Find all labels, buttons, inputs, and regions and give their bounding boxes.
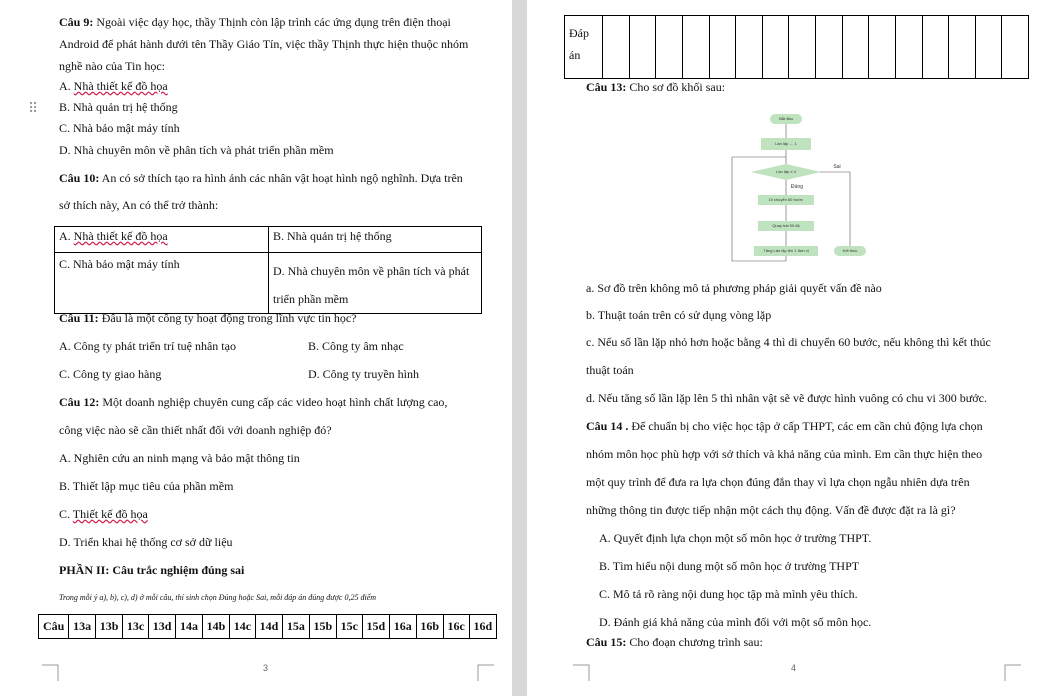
q13-option-d: d. Nếu tăng số lần lặp lên 5 thì nhân vật sẽ vẽ được hình vuông có chu vi 300 bước. — [586, 391, 987, 405]
q14-line4: những thông tin được tiếp nhận một cách thụ động. Vấn đề được đặt ra là gì? — [586, 503, 956, 517]
answer-header-cell: 14b — [202, 615, 229, 639]
answer-header-label: Câu — [39, 615, 69, 639]
answer-header-cell: 16a — [390, 615, 417, 639]
q10-line2: sở thích này, An có thể trở thành: — [59, 198, 219, 212]
q14-line1: Câu 14 . Để chuẩn bị cho việc học tập ở cấp THPT, các em cần chủ động lựa chọn — [586, 419, 983, 433]
document-page-3 — [0, 0, 512, 696]
q14-option-a: A. Quyết định lựa chọn một số môn học ở trường THPT. — [599, 531, 872, 545]
q15-question: Câu 15: Cho đoạn chương trình sau: — [586, 635, 763, 649]
flow-init: Lần lặp ← 1 — [761, 138, 811, 150]
q12-line2: công việc nào sẽ cần thiết nhất đối với doanh nghiệp đó? — [59, 423, 332, 437]
q10-option-d: D. Nhà chuyên môn về phân tích và phát triển phần mềm — [269, 253, 482, 314]
answer-grid-cell[interactable] — [869, 16, 896, 79]
answer-grid-cell[interactable] — [975, 16, 1002, 79]
answer-grid-cell[interactable] — [842, 16, 869, 79]
q14-line2: nhóm môn học phù hợp với sở thích và khả năng của mình. Em cần thực hiện theo — [586, 447, 983, 461]
q9-option-c: C. Nhà bảo mật máy tính — [59, 121, 180, 135]
answer-header-cell: 13a — [69, 615, 96, 639]
q14-option-d: D. Đánh giá khả năng của mình đối với một số môn học. — [599, 615, 872, 629]
q13-option-c-line1: c. Nếu số lần lặp nhỏ hơn hoặc bằng 4 thì di chuyển 60 bước, nếu không thì kết thúc — [586, 335, 991, 349]
margin-mark-bottom-right — [476, 663, 494, 681]
answer-grid-cell[interactable] — [1002, 16, 1029, 79]
q14-line3: một quy trình để đưa ra lựa chọn đúng đắn thay vì lựa chọn ngẫu nhiên dựa trên — [586, 475, 970, 489]
answer-grid-cell[interactable] — [895, 16, 922, 79]
answer-header-cell: 13c — [123, 615, 149, 639]
answer-label: Đáp án — [565, 16, 603, 79]
drag-handle-icon[interactable]: ⠿ — [28, 101, 39, 117]
q13-question: Câu 13: Cho sơ đồ khối sau: — [586, 80, 726, 94]
q11-option-c: C. Công ty giao hàng — [59, 367, 162, 381]
q12-option-c: C. Thiết kế đồ họa — [59, 507, 148, 521]
q11-question: Câu 11: Đâu là một công ty hoạt động trong lĩnh vực tin học? — [59, 311, 357, 325]
answer-grid-cell[interactable] — [603, 16, 630, 79]
flowchart — [722, 105, 872, 265]
q9-option-a: A. Nhà thiết kế đồ họa — [59, 79, 168, 93]
answer-header-cell: 15c — [336, 615, 362, 639]
q10-option-c: C. Nhà bảo mật máy tính — [55, 253, 269, 314]
margin-mark-bottom-left — [42, 663, 60, 681]
flow-turn: Quay trái 90 độ — [758, 221, 814, 231]
q9-option-b: B. Nhà quản trị hệ thống — [59, 100, 178, 114]
flow-inc: Tăng Lần lặp lên 1 đơn vị — [754, 246, 818, 256]
q9-line3: nghề nào của Tin học: — [59, 59, 165, 73]
margin-mark-bottom-right — [1003, 663, 1021, 681]
answer-header-cell: 15d — [362, 615, 389, 639]
flow-yes: Đúng — [791, 184, 803, 190]
flow-cond: Lần lặp ≤ 4 — [776, 169, 796, 174]
answer-grid-cell[interactable] — [736, 16, 763, 79]
answer-grid-cell[interactable] — [656, 16, 683, 79]
answer-header-cell: 13d — [148, 615, 175, 639]
page-number: 3 — [263, 663, 269, 673]
flow-start: Bắt đầu — [770, 114, 802, 124]
page-gutter — [512, 0, 527, 696]
q10-option-b: B. Nhà quản trị hệ thống — [269, 227, 482, 253]
q12-option-d: D. Triển khai hệ thống cơ sở dữ liệu — [59, 535, 233, 549]
q10-options-table — [54, 226, 482, 314]
answer-header-cell: 16c — [443, 615, 469, 639]
answer-header-cell: 16b — [416, 615, 443, 639]
answer-grid-cell[interactable] — [922, 16, 949, 79]
q9-option-d: D. Nhà chuyên môn về phân tích và phát triển phần mềm — [59, 143, 334, 157]
answer-grid-cell[interactable] — [762, 16, 789, 79]
answer-grid-cell[interactable] — [816, 16, 843, 79]
flow-end: Kết thúc — [834, 246, 866, 256]
q13-option-b: b. Thuật toán trên có sử dụng vòng lặp — [586, 308, 772, 322]
q11-option-d: D. Công ty truyền hình — [308, 367, 419, 381]
q11-option-a: A. Công ty phát triển trí tuệ nhân tạo — [59, 339, 236, 353]
answer-header-table — [38, 614, 497, 639]
answer-header-cell: 15b — [309, 615, 336, 639]
answer-grid-cell[interactable] — [709, 16, 736, 79]
answer-header-cell: 14d — [255, 615, 282, 639]
answer-header-cell: 15a — [283, 615, 310, 639]
q12-line1: Câu 12: Một doanh nghiệp chuyên cung cấp các video hoạt hình chất lượng cao, — [59, 395, 448, 409]
flow-no: Sai — [833, 164, 841, 170]
document-page-4 — [527, 0, 1041, 696]
q12-option-b: B. Thiết lập mục tiêu của phần mềm — [59, 479, 234, 493]
q9-line2: Android để phát hành dưới tên Thầy Giáo Tín, việc thầy Thịnh thực hiện thuộc nhóm — [59, 37, 469, 51]
answer-header-cell: 16d — [469, 615, 496, 639]
answer-header-cell: 14a — [176, 615, 203, 639]
flow-move: Di chuyển 60 bước — [758, 195, 814, 205]
q10-line1: Câu 10: An có sở thích tạo ra hình ảnh các nhân vật hoạt hình ngộ nghĩnh. Dựa trên — [59, 171, 463, 185]
answer-grid-cell[interactable] — [682, 16, 709, 79]
q14-option-c: C. Mô tả rõ ràng nội dung học tập mà mình yêu thích. — [599, 587, 858, 601]
q13-option-c-line2: thuật toán — [586, 363, 634, 377]
q13-option-a: a. Sơ đồ trên không mô tả phương pháp giải quyết vấn đề nào — [586, 281, 882, 295]
answer-header-cell: 13b — [95, 615, 122, 639]
part2-title: PHẦN II: Câu trắc nghiệm đúng sai — [59, 563, 245, 577]
answer-grid-cell[interactable] — [629, 16, 656, 79]
page-number: 4 — [791, 663, 797, 673]
answer-grid-cell[interactable] — [789, 16, 816, 79]
part2-instruction: Trong mỗi ý a), b), c), d) ở mỗi câu, thí sinh chọn Đúng hoặc Sai, mỗi đáp án đúng được 0,25 điểm — [59, 593, 377, 602]
margin-mark-bottom-left — [573, 663, 591, 681]
q11-option-b: B. Công ty âm nhạc — [308, 339, 404, 353]
q12-option-a: A. Nghiên cứu an ninh mạng và bảo mật thông tin — [59, 451, 300, 465]
q9-line1: Câu 9: Ngoài việc dạy học, thầy Thịnh còn lập trình các ứng dụng trên điện thoại — [59, 15, 451, 29]
q14-option-b: B. Tìm hiểu nội dung một số môn học ở trường THPT — [599, 559, 860, 573]
answer-grid-cell[interactable] — [949, 16, 976, 79]
answer-grid-table — [564, 15, 1029, 79]
q10-option-a: A. Nhà thiết kế đồ họa — [55, 227, 269, 253]
answer-header-cell: 14c — [230, 615, 256, 639]
